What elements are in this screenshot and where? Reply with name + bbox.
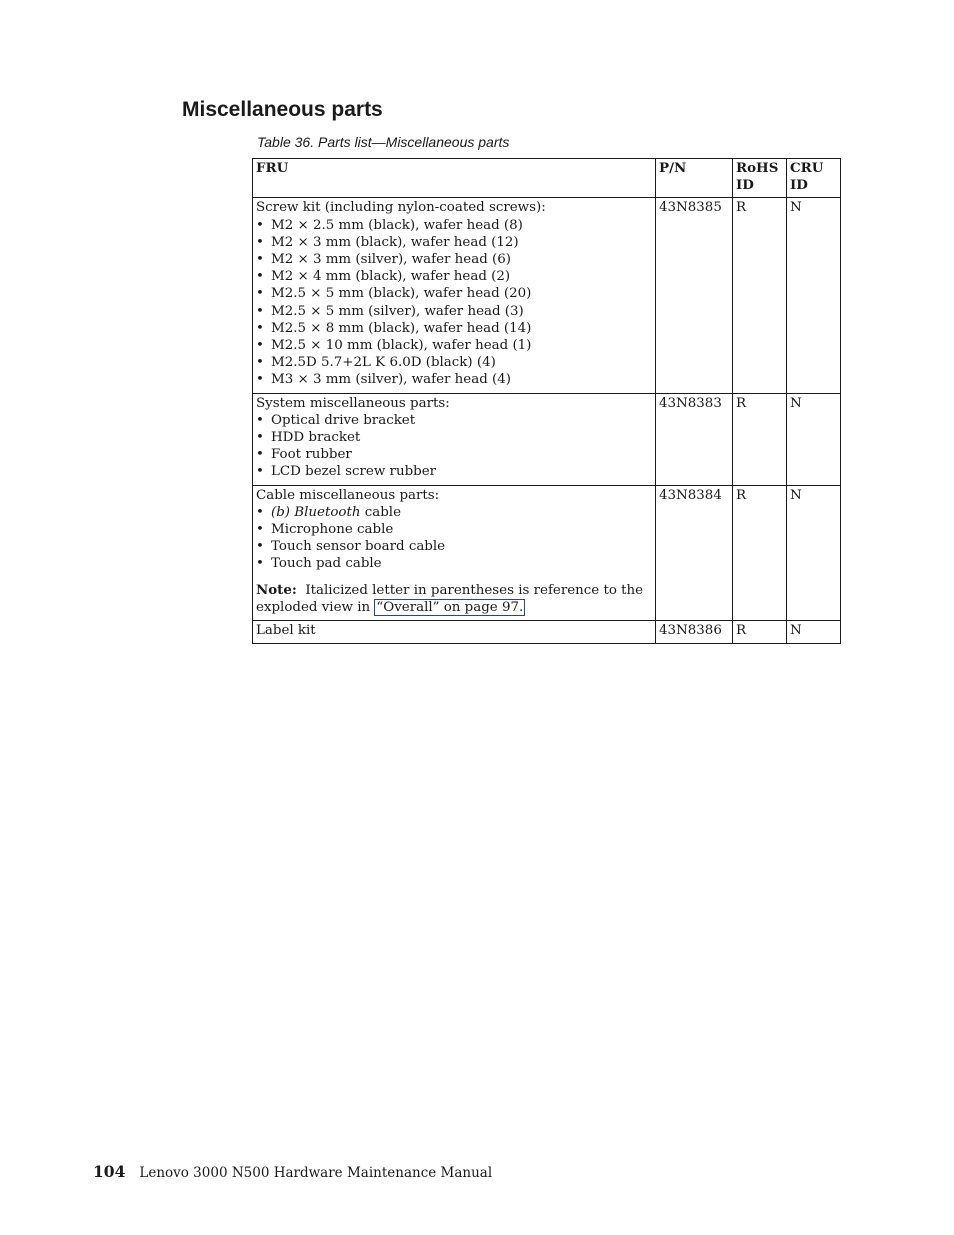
- fru-intro: Screw kit (including nylon-coated screws):: [256, 200, 546, 216]
- rohs-cell: R: [733, 198, 787, 393]
- note: [256, 582, 652, 616]
- parts-table: [252, 158, 841, 644]
- header-rohs-line2: ID: [736, 177, 754, 194]
- header-cru-id: [787, 159, 841, 198]
- header-fru: FRU: [253, 159, 656, 198]
- callout-ref: (b) Bluetooth: [271, 504, 361, 520]
- header-cru-line2: ID: [790, 177, 808, 194]
- fru-item-list: [256, 504, 652, 573]
- rohs-cell: R: [733, 393, 787, 485]
- table-row: [253, 485, 841, 620]
- cru-cell: N: [787, 485, 841, 620]
- list-item: • M2.5D 5.7+2L K 6.0D (black) (4): [256, 355, 496, 371]
- list-item: • M3 × 3 mm (silver), wafer head (4): [256, 372, 511, 388]
- table-caption: Table 36. Parts list—Miscellaneous parts: [257, 134, 510, 150]
- fru-cell: Label kit: [253, 621, 656, 644]
- pn-cell: 43N8383: [656, 393, 733, 485]
- list-item: • M2 × 3 mm (black), wafer head (12): [256, 234, 519, 250]
- list-item: • M2.5 × 8 mm (black), wafer head (14): [256, 320, 532, 336]
- page-footer: [93, 1162, 492, 1183]
- fru-cell: [253, 393, 656, 485]
- list-item: • Touch pad cable: [256, 556, 382, 572]
- cru-cell: N: [787, 393, 841, 485]
- list-item: • Microphone cable: [256, 522, 394, 538]
- list-item: • M2 × 2.5 mm (black), wafer head (8): [256, 217, 523, 233]
- overall-page-link[interactable]: “Overall” on page 97.: [376, 599, 524, 615]
- list-item: • Optical drive bracket: [256, 412, 416, 428]
- table-row: [253, 621, 841, 644]
- list-item: • (b) Bluetooth cable: [256, 504, 401, 520]
- fru-item-list: [256, 412, 652, 481]
- manual-title: Lenovo 3000 N500 Hardware Maintenance Manual: [139, 1165, 493, 1181]
- header-cru-line1: CRU: [790, 160, 824, 176]
- table-header-row: [253, 159, 841, 198]
- fru-item-list: [256, 217, 652, 389]
- list-item: • M2.5 × 5 mm (silver), wafer head (3): [256, 303, 524, 319]
- note-text: Italicized letter in parentheses is reference to the exploded view in: [256, 582, 644, 615]
- list-item: • HDD bracket: [256, 430, 361, 446]
- list-item: • LCD bezel screw rubber: [256, 464, 437, 480]
- header-pn: P/N: [656, 159, 733, 198]
- list-item: • M2.5 × 10 mm (black), wafer head (1): [256, 338, 532, 354]
- cru-cell: N: [787, 621, 841, 644]
- table-row: [253, 198, 841, 393]
- list-item: • M2 × 4 mm (black), wafer head (2): [256, 269, 511, 285]
- header-rohs-line1: RoHS: [736, 160, 779, 176]
- fru-cell: [253, 485, 656, 620]
- table-row: [253, 393, 841, 485]
- pn-cell: 43N8386: [656, 621, 733, 644]
- fru-cell: [253, 198, 656, 393]
- rohs-cell: R: [733, 621, 787, 644]
- page-number: 104: [93, 1162, 126, 1181]
- pn-cell: 43N8384: [656, 485, 733, 620]
- note-label: Note:: [256, 581, 297, 598]
- rohs-cell: R: [733, 485, 787, 620]
- header-rohs-id: [733, 159, 787, 198]
- list-item: • M2 × 3 mm (silver), wafer head (6): [256, 252, 511, 268]
- pn-cell: 43N8385: [656, 198, 733, 393]
- fru-intro: System miscellaneous parts:: [256, 395, 450, 411]
- fru-intro: Cable miscellaneous parts:: [256, 487, 440, 503]
- section-title: Miscellaneous parts: [182, 98, 383, 121]
- list-item: • Foot rubber: [256, 447, 352, 463]
- list-item: • Touch sensor board cable: [256, 539, 446, 555]
- list-item: • M2.5 × 5 mm (black), wafer head (20): [256, 286, 532, 302]
- cru-cell: N: [787, 198, 841, 393]
